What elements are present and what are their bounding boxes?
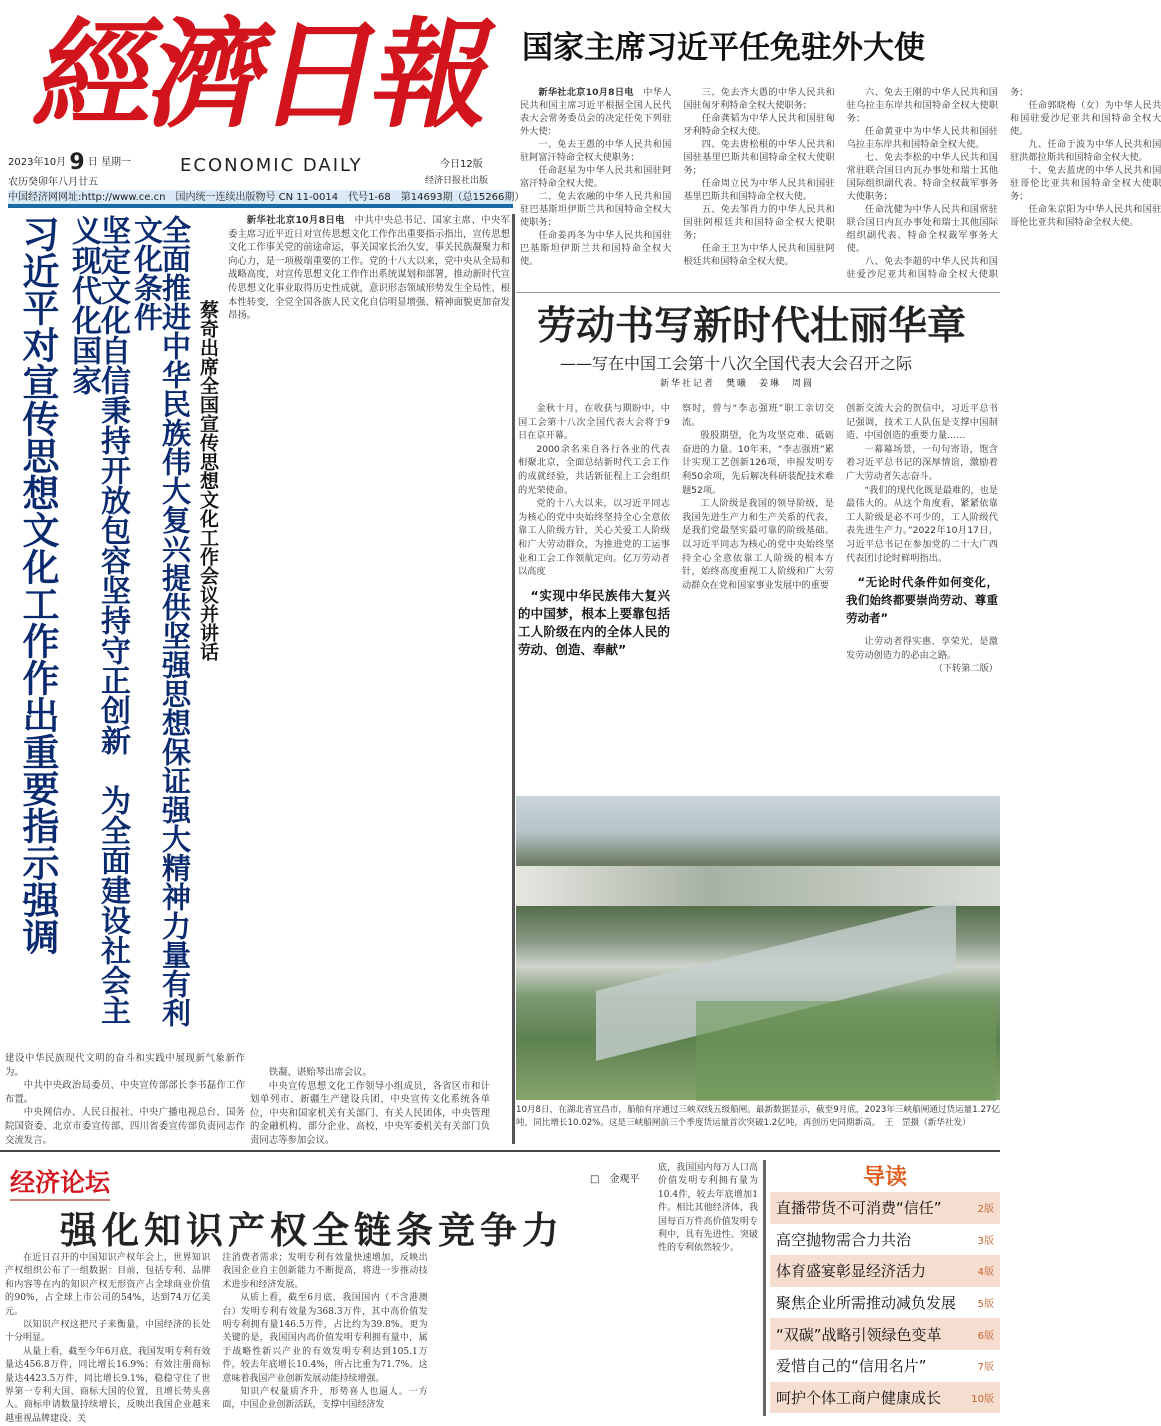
guide-item-label: 高空抛物需合力共治 bbox=[776, 1230, 912, 1249]
url-bar: 中国经济网网址:http://www.ce.cn 国内统一连续出版物号 CN 11-0014 代号1-68 第14693期（总15266期） bbox=[8, 190, 513, 208]
lead-bottom-left bbox=[5, 1052, 245, 1147]
forum-col-2 bbox=[222, 1252, 427, 1426]
guide-item[interactable] bbox=[770, 1350, 1000, 1382]
paragraph: 中央宣传思想文化工作领导小组成员，各省区市和计划单列市、新疆生产建设兵团、中央宣传文化系统各单位，中央和国家机关有关部门、有关人民团体，中央管理的金融机构、部分企业、高校，中央军委机关有关部门负责同志等参加会议。 bbox=[250, 1080, 490, 1146]
guide-item-page: 3版 bbox=[977, 1235, 994, 1247]
paragraph: 四、免去唐松根的中华人民共和国驻基里巴斯共和国特命全权大使职务； bbox=[683, 139, 835, 176]
lunar-date: 农历癸卯年八月廿五 bbox=[8, 177, 98, 188]
forum-headline: 强化知识产权全链条竞争力 bbox=[60, 1209, 564, 1252]
paragraph: 2000余名来自各行各业的代表相聚北京，全面总结新时代工会工作的成就经验，共话新征程上工会组织的光荣使命。 bbox=[518, 443, 670, 496]
paragraph: 任命姜再冬为中华人民共和国驻巴基斯坦伊斯兰共和国特命全权大使。 bbox=[520, 230, 672, 267]
paragraph: 工人阶级是我国的领导阶级，是我国先进生产力和生产关系的代表，是我们党最坚实最可靠的阶级基础。以习近平同志为核心的党中央始终坚持全心全意依靠工人阶级的根本方针，始终高度重视工人阶级和广大劳动群众在党和国家事业发展中的重要 bbox=[682, 498, 834, 591]
guide-item-page: 5版 bbox=[977, 1299, 994, 1311]
forum-col-4: 底，我国国内每万人口高价值发明专利拥有量为10.4件，较去年底增加1件。相比其他经济体，我国每百万件高价值发明专利中，具有先进性、突破性的专利依然较少。 bbox=[658, 1163, 758, 1254]
continued-note: （下转第二版） bbox=[933, 663, 998, 675]
labor-body bbox=[518, 402, 998, 792]
paragraph: 五、免去邹肖力的中华人民共和国驻阿根廷共和国特命全权大使职务； bbox=[683, 204, 835, 241]
lead-subhead: 蔡奇出席全国宣传思想文化工作会议并讲话 bbox=[197, 300, 219, 661]
three-gorges-ship-lock-photo bbox=[516, 796, 1000, 1100]
guide-item-label: 体育盛宴彰显经济活力 bbox=[776, 1262, 927, 1281]
paragraph: 一幕幕场景，一句句寄语，饱含着习近平总书记的深厚情谊，激励着广大劳动者矢志奋斗。 bbox=[846, 443, 998, 482]
forum-section-label: 经济论坛 bbox=[10, 1163, 110, 1201]
paragraph: 察时，曾与“李志强班”职工亲切交流。 bbox=[682, 403, 834, 428]
lead-body bbox=[228, 214, 510, 1044]
guide-item[interactable] bbox=[770, 1318, 1000, 1350]
forum-col-1 bbox=[5, 1252, 210, 1426]
date-text: 2023年10月 bbox=[8, 157, 67, 168]
paragraph: 让劳动者得实惠、享荣光，是激发劳动创造力的必由之路。 bbox=[846, 636, 998, 661]
paragraph: “我们的现代化既是最难的，也是最伟大的。从这个角度看，紧紧依靠工人阶级是必不可少的，工人阶级代表先进生产力。”2022年10月17日，习近平总书记在参加党的二十大广西代表团讨论时鲜明指出。 bbox=[846, 484, 998, 564]
labor-headline: 劳动书写新时代壮丽华章 bbox=[537, 303, 967, 349]
lead-headline-2: 坚定文化自信秉持开放包容坚持守正创新 为全面建设社会主义现代化国家 bbox=[66, 215, 130, 1025]
guide-item-label: 爱惜自己的“信用名片” bbox=[776, 1357, 927, 1376]
paragraph: 创新交流大会的贺信中，习近平总书记强调，技术工人队伍是支撑中国制造、中国创造的重要力量…… bbox=[846, 403, 998, 442]
labor-subtitle: ——写在中国工会第十八次全国代表大会召开之际 bbox=[560, 354, 913, 373]
guide-item-page: 6版 bbox=[977, 1330, 994, 1342]
guide-item-page: 7版 bbox=[977, 1362, 994, 1374]
publisher: 经济日报社出版 bbox=[425, 176, 489, 186]
guide-item-page: 2版 bbox=[977, 1204, 994, 1216]
guide-item[interactable] bbox=[770, 1192, 1000, 1224]
paragraph: 知识产权量质齐升，形势喜人也逼人。一方面，中国企业创新活跃，支撑中国经济发 bbox=[222, 1387, 428, 1411]
guide-title: 导读 bbox=[862, 1165, 907, 1190]
pull-quote: “实现中华民族伟大复兴的中国梦，根本上要靠包括工人阶级在内的全体人民的劳动、创造、奉献” bbox=[518, 587, 670, 657]
paragraph: 任命沈健为中华人民共和国常驻联合国日内瓦办事处和瑞士其他国际组织副代表、特命全权裁军事务大使。 bbox=[846, 204, 998, 254]
paragraph: 二、免去农融的中华人民共和国驻巴基斯坦伊斯兰共和国特命全权大使职务； bbox=[520, 191, 672, 228]
guide-item[interactable] bbox=[770, 1287, 1000, 1319]
guide-item[interactable] bbox=[770, 1255, 1000, 1287]
guide-item-label: 直播带货不可消费“信任” bbox=[776, 1199, 942, 1218]
paragraph: 任命王卫为中华人民共和国驻阿根廷共和国特命全权大使。 bbox=[683, 243, 835, 267]
forum-body bbox=[5, 1252, 645, 1424]
paragraph: 任命赵星为中华人民共和国驻阿富汗特命全权大使。 bbox=[520, 165, 672, 189]
guide-item-label: 聚焦企业所需推动减负发展 bbox=[776, 1294, 957, 1313]
lead-bottom-right bbox=[250, 1066, 490, 1146]
paragraph: 一、免去王愚的中华人民共和国驻阿富汗特命全权大使职务； bbox=[520, 139, 672, 163]
labor-col-3 bbox=[846, 402, 998, 792]
dateline: 新华社北京10月8日电 bbox=[538, 87, 634, 98]
paragraph: 任命龚韬为中华人民共和国驻匈牙利特命全权大使。 bbox=[683, 113, 835, 137]
lead-headline-3: 全面推进中华民族伟大复兴提供坚强思想保证强大精神力量有利文化条件 bbox=[130, 215, 192, 1027]
paragraph: 党的十八大以来，以习近平同志为核心的党中央始终坚持全心全意依靠工人阶级方针，关心关爱工人阶级和广大劳动群众，为推进党的工运事业和工会工作领航定向。亿万劳动者以高度 bbox=[518, 498, 670, 578]
paragraph: 任命朱京阳为中华人民共和国驻哥伦比亚共和国特命全权大使。 bbox=[1009, 204, 1161, 228]
guide-item-page: 10版 bbox=[971, 1393, 994, 1405]
english-name: ECONOMIC DAILY bbox=[180, 155, 363, 176]
paragraph: 以知识产权这把尺子来衡量，中国经济的长处十分明显。 bbox=[5, 1320, 211, 1344]
guide-item-page: 4版 bbox=[977, 1267, 994, 1279]
paragraph: 任命周立民为中华人民共和国驻基里巴斯共和国特命全权大使。 bbox=[683, 178, 835, 202]
paragraph: 八、免去李超的中华人民共和国驻爱沙尼亚共和国特命全权大使职务； bbox=[846, 87, 1029, 280]
guide-box bbox=[770, 1160, 1000, 1416]
ambassadors-headline: 国家主席习近平任免驻外大使 bbox=[522, 30, 925, 66]
guide-item-label: 呵护个体工商户健康成长 bbox=[776, 1388, 942, 1407]
divider bbox=[0, 1150, 1000, 1152]
paragraph: 从质上看，截至6月底，我国国内（不含港澳台）发明专利有效量为368.3万件，其中高价值发明专利拥有量146.5万件，占比约为39.8%。更为关键的是，我国国内高价值发明专利拥有量中，属于战略性新兴产业的有效发明专利达到105.1万件，较去年底增长10.4%，所占比重为71.7%。这意味着我国产业创新发展动能持续增强。 bbox=[222, 1293, 428, 1384]
paragraph: 建设中华民族现代文明的奋斗和实践中展现新气象新作为。 bbox=[5, 1053, 245, 1078]
lead-headline-1: 习近平对宣传思想文化工作作出重要指示强调 bbox=[16, 215, 59, 955]
newspaper-logo: 經濟日報 bbox=[25, 5, 503, 144]
paragraph: 中华人民共和国主席习近平根据全国人民代表大会常务委员会的决定任免下列驻外大使： bbox=[520, 87, 672, 137]
paragraph: 注消费者需求；发明专利有效量快速增加，反映出我国企业自主创新能力不断提高，将进一步推动技术进步和经济发展。 bbox=[222, 1253, 428, 1290]
paragraph: 七、免去李松的中华人民共和国常驻联合国日内瓦办事处和瑞士其他国际组织副代表、特命全权裁军事务大使职务； bbox=[846, 152, 998, 202]
paragraph: 任命郭晓梅（女）为中华人民共和国驻爱沙尼亚共和国特命全权大使。 bbox=[1009, 100, 1161, 137]
day-suffix: 日 bbox=[87, 157, 98, 168]
paragraph: 金秋十月，在收获与期盼中，中国工会第十八次全国代表大会将于9日在京开幕。 bbox=[518, 403, 670, 442]
pull-quote: “无论时代条件如何变化，我们始终都要崇尚劳动、尊重劳动者” bbox=[846, 575, 998, 626]
divider bbox=[512, 214, 515, 1144]
paragraph: 六、免去王刚的中华人民共和国驻乌拉圭东岸共和国特命全权大使职务； bbox=[846, 87, 998, 124]
labor-col-2 bbox=[682, 402, 834, 792]
labor-col-1 bbox=[518, 402, 670, 792]
labor-byline: 新华社记者 樊曦 姜琳 周圆 bbox=[660, 379, 815, 389]
paragraph: 在近日召开的中国知识产权年会上，世界知识产权组织公布了一组数据：目前，包括专利、品牌和内容等在内的知识产权无形资产占全球商业价值的90%，占全球上市公司的54%，达到74万亿美元。 bbox=[5, 1253, 211, 1317]
guide-item[interactable] bbox=[770, 1382, 1000, 1414]
paragraph: 铁凝、谌贻琴出席会议。 bbox=[268, 1067, 372, 1078]
paragraph: 殷殷期望，化为攻坚克难、砥砺奋进的力量。10年来，“李志强班”累计实现工艺创新126项，申报发明专利50余项，先后解决科研装配技术难题52项。 bbox=[682, 430, 834, 496]
page-count: 今日12版 bbox=[440, 159, 483, 170]
day-number: 9 bbox=[69, 150, 85, 175]
paragraph: 任命黄亚中为中华人民共和国驻乌拉圭东岸共和国特命全权大使。 bbox=[846, 126, 998, 150]
paragraph: 九、任命于波为中华人民共和国驻洪都拉斯共和国特命全权大使。 bbox=[1009, 139, 1161, 163]
paragraph: 中央网信办、人民日报社、中央广播电视总台、国务院国资委、北京市委宣传部、四川省委宣传部负责同志作交流发言。 bbox=[5, 1107, 245, 1146]
paragraph: 中共中央政治局委员、中央宣传部部长李书磊作工作布置。 bbox=[5, 1080, 245, 1105]
issue-date bbox=[8, 150, 131, 175]
paragraph: 中共中央总书记、国家主席、中央军委主席习近平近日对宣传思想文化工作作出重要指示指出，宣传思想文化工作事关党的前途命运，事关国家长治久安，事关民族凝聚力和向心力，是一项极端重要的工作。党的十八大以来，党中央从全局和战略高度，对宣传思想文化工作作出系统谋划和部署，推动新时代宣传思想文化事业取得历史性成就，意识形态领域形势发生全局性、根本性转变，全党全国各族人民文化自信明显增强、精神面貌更加奋发昂扬。 bbox=[228, 215, 510, 322]
dateline: 新华社北京10月8日电 bbox=[246, 215, 345, 226]
forum-author: □ 金观平 bbox=[590, 1174, 640, 1185]
divider bbox=[516, 292, 1000, 293]
guide-item[interactable] bbox=[770, 1224, 1000, 1256]
paragraph: 从量上看，截至今年6月底，我国发明专利有效量达456.8万件，同比增长16.9%；有效注册商标量达4423.5万件，同比增长9.1%，稳稳守住了世界第一专利大国、商标大国的位置，且增长势头喜人。商标申请数量持续增长，反映出我国企业越来越重视品牌建设、关 bbox=[5, 1346, 211, 1424]
divider bbox=[763, 1160, 766, 1416]
ambassadors-body bbox=[520, 86, 1161, 286]
photo-caption: 10月8日，在湖北省宜昌市，船舶有序通过三峡双线五级船闸。最新数据显示，截至9月底，2023年三峡船闸通过货运量1.27亿吨，同比增长10.02%。这是三峡船闸前三个季度货运量首次突破1.2亿吨，再创历史同期新高。 王 罡摄（新华社发） bbox=[516, 1105, 1000, 1128]
paragraph: 三、免去齐大愚的中华人民共和国驻匈牙利特命全权大使职务； bbox=[683, 87, 835, 111]
paragraph: 十、免去蓝虎的中华人民共和国驻哥伦比亚共和国特命全权大使职务； bbox=[1009, 165, 1161, 202]
weekday: 星期一 bbox=[101, 157, 132, 168]
guide-item-label: “双碳”战略引领绿色变革 bbox=[776, 1325, 942, 1344]
